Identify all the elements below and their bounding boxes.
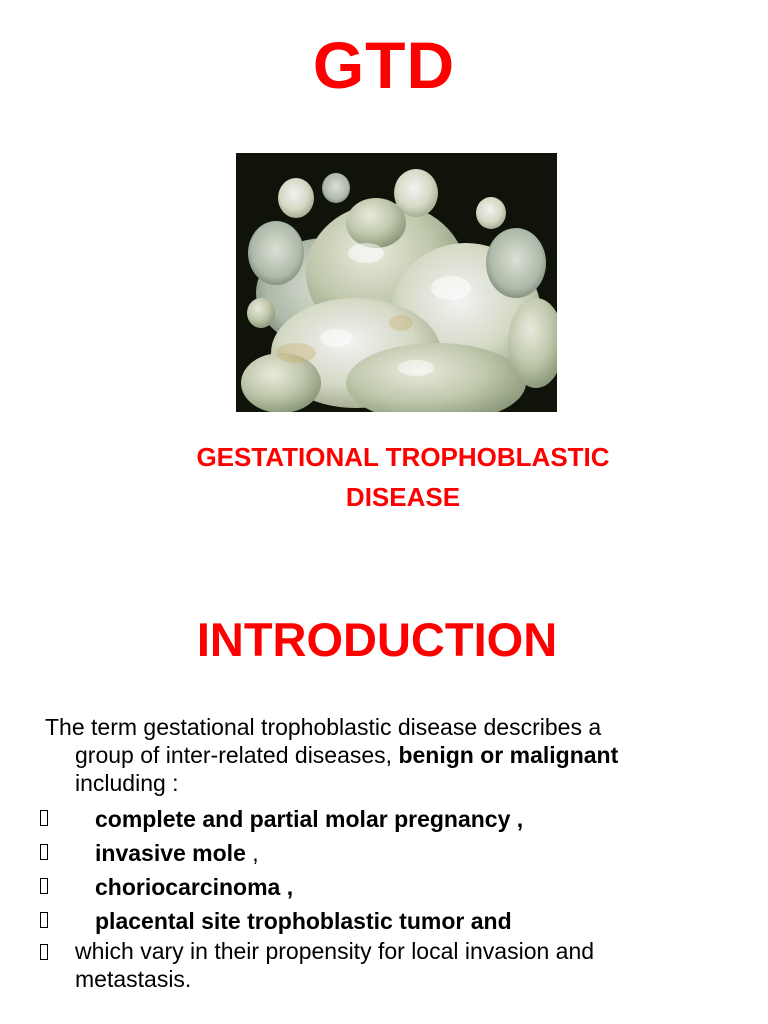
- closing-paragraph: [40, 937, 740, 993]
- intro-line-2: [45, 741, 745, 769]
- list-item: [40, 870, 760, 904]
- intro-paragraph: [45, 713, 745, 797]
- slide-title: GTD: [312, 28, 456, 102]
- list-item-text: choriocarcinoma ,: [95, 874, 294, 900]
- intro-line-2-bold: benign or malignant: [398, 742, 619, 768]
- mole-photo: [236, 153, 557, 412]
- list-item-bold: invasive mole: [95, 840, 246, 866]
- intro-line-3: including :: [75, 770, 179, 796]
- subtitle-line-1: GESTATIONAL TROPHOBLASTIC: [196, 442, 610, 472]
- intro-line-2-text: group of inter-related diseases,: [75, 742, 399, 768]
- list-item-text: placental site trophoblastic tumor and: [95, 908, 512, 934]
- closing-text: [40, 937, 740, 993]
- bullet-icon: [40, 944, 48, 960]
- list-item-text: [40, 836, 760, 870]
- bullet-icon: [40, 810, 48, 826]
- section-title: INTRODUCTION: [196, 613, 558, 666]
- list-item-suffix: ,: [245, 840, 259, 866]
- list-item-text: complete and partial molar pregnancy ,: [95, 806, 524, 832]
- list-item: [40, 802, 760, 836]
- closing-line-1: which vary in their propensity for local invasion and: [75, 938, 595, 964]
- closing-line-2: metastasis.: [75, 966, 192, 992]
- bullet-icon: [40, 912, 48, 928]
- intro-line-1: The term gestational trophoblastic disease describes a: [45, 714, 602, 740]
- subtitle-line-2: DISEASE: [345, 482, 461, 512]
- list-item: [40, 836, 760, 870]
- disease-list: [40, 802, 760, 938]
- slide-subtitle: [0, 437, 768, 517]
- bullet-icon: [40, 878, 48, 894]
- bullet-icon: [40, 844, 48, 860]
- list-item: [40, 904, 760, 938]
